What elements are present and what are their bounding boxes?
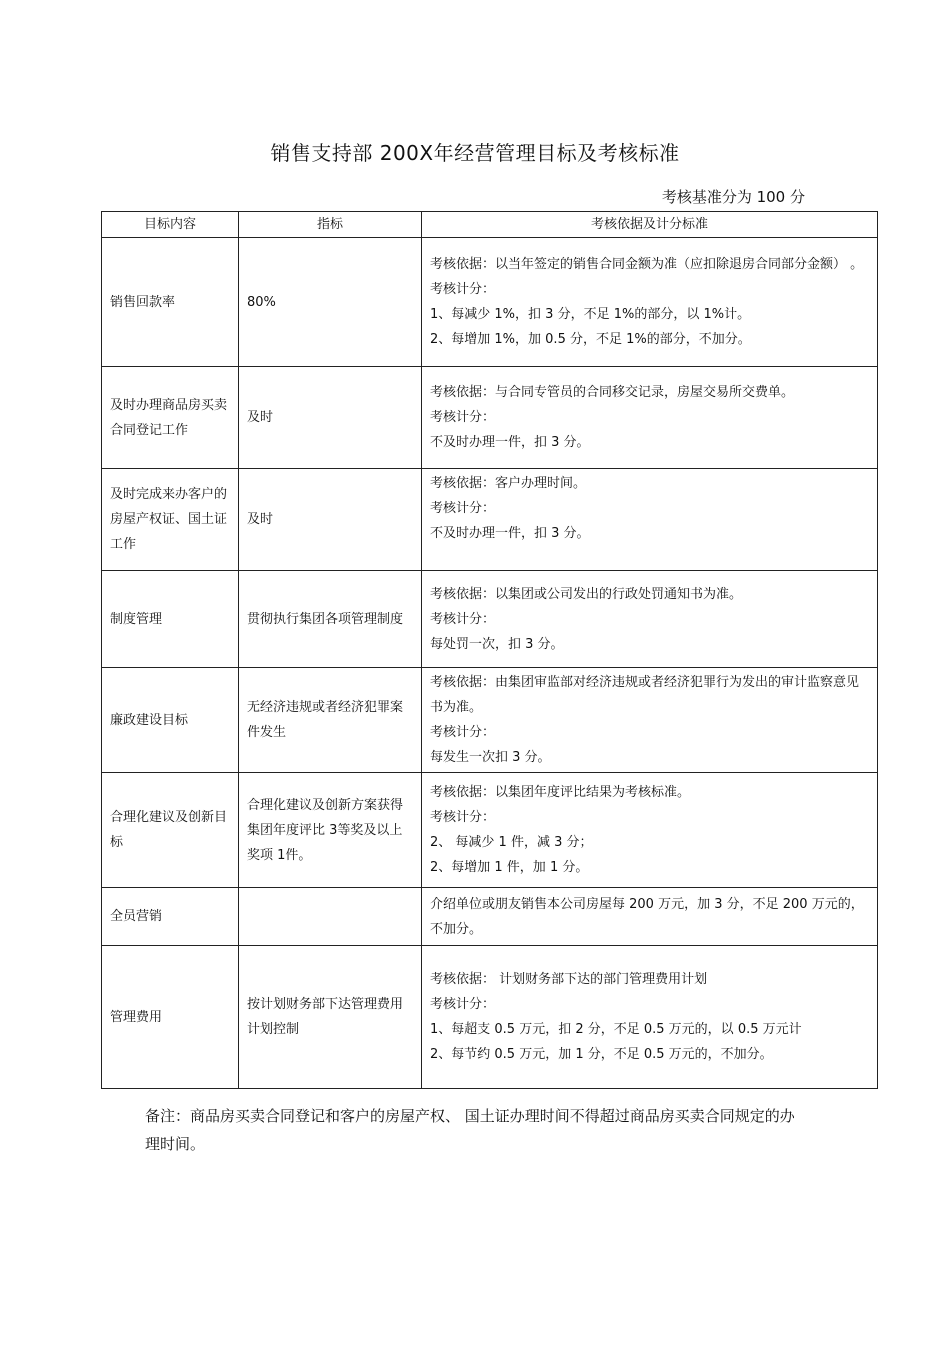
criteria-line: 2、每节约 0.5 万元，加 1 分，不足 0.5 万元的，不加分。 [430,1047,773,1062]
header-criteria: 考核依据及计分标准 [422,212,878,238]
criteria-line: 考核依据：以当年签定的销售合同金额为准（应扣除退房合同部分金额） 。 [430,257,864,272]
table-row [102,571,878,668]
criteria-line: 不及时办理一件，扣 3 分。 [430,435,590,450]
row-target: 及时完成来办客户的房屋产权证、国土证工作 [102,469,239,571]
criteria-line: 2、每增加 1 件，加 1 分。 [430,860,589,875]
row-target: 合理化建议及创新目标 [102,773,239,888]
row-indicator: 贯彻执行集团各项管理制度 [239,571,422,668]
criteria-line: 考核依据：以集团年度评比结果为考核标准。 [430,785,691,800]
criteria-line: 考核计分： [430,282,496,297]
criteria-line: 考核计分： [430,611,496,627]
criteria-line: 考核依据：由集团审监部对经济违规或者经济犯罪行为发出的审计监察意见书为准。 [430,675,860,715]
criteria-line: 1、每减少 1%，扣 3 分，不足 1%的部分，以 1%计。 [430,307,751,322]
criteria-line: 考核计分： [430,501,496,516]
criteria-line: 1、每超支 0.5 万元，扣 2 分，不足 0.5 万元的，以 0.5 万元计 [430,1022,802,1037]
table-row [102,668,878,773]
row-criteria [422,668,878,773]
header-indicator: 指标 [239,212,422,238]
row-criteria [422,946,878,1089]
row-indicator: 无经济违规或者经济犯罪案件发生 [239,668,422,773]
table-row [102,888,878,946]
base-score: 考核基准分为 100 分 [661,188,805,206]
page-title: 销售支持部 200X年经营管理目标及考核标准 [270,141,680,165]
row-criteria [422,571,878,668]
criteria-line: 考核计分： [430,997,496,1012]
criteria-line: 2、每增加 1%，加 0.5 分，不足 1%的部分，不加分。 [430,332,751,347]
row-criteria [422,773,878,888]
criteria-line: 考核计分： [430,725,496,740]
table-header-row [102,212,878,238]
criteria-line: 考核依据： 计划财务部下达的部门管理费用计划 [430,972,708,987]
table-row [102,367,878,469]
row-criteria [422,888,878,946]
criteria-line: 考核计分： [430,410,496,425]
row-target: 管理费用 [102,946,239,1089]
criteria-line: 不及时办理一件，扣 3 分。 [430,526,590,541]
criteria-line: 考核计分： [430,810,496,825]
table-row [102,469,878,571]
row-indicator [239,888,422,946]
row-indicator: 合理化建议及创新方案获得集团年度评比 3等奖及以上奖项 1件。 [239,773,422,888]
criteria-line: 2、 每减少 1 件，减 3 分； [430,835,593,850]
table-row [102,238,878,367]
table-row [102,773,878,888]
row-target: 全员营销 [102,888,239,946]
criteria-line: 每发生一次扣 3 分。 [430,750,551,765]
remarks-note: 备注：商品房买卖合同登记和客户的房屋产权、 国土证办理时间不得超过商品房买卖合同规定的办理时间。 [145,1107,795,1153]
criteria-line: 考核依据：与合同专管员的合同移交记录，房屋交易所交费单。 [430,385,795,400]
row-indicator: 及时 [239,469,422,571]
row-target: 销售回款率 [102,238,239,367]
row-indicator: 按计划财务部下达管理费用计划控制 [239,946,422,1089]
row-target: 廉政建设目标 [102,668,239,773]
criteria-line: 考核依据：以集团或公司发出的行政处罚通知书为准。 [430,586,743,602]
row-criteria [422,469,878,571]
row-indicator: 80% [239,238,422,367]
assessment-table [101,211,878,1089]
row-target: 及时办理商品房买卖合同登记工作 [102,367,239,469]
row-target: 制度管理 [102,571,239,668]
criteria-line: 每处罚一次，扣 3 分。 [430,636,564,652]
header-target: 目标内容 [102,212,239,238]
row-criteria [422,238,878,367]
criteria-line: 介绍单位或朋友销售本公司房屋每 200 万元，加 3 分，不足 200 万元的，不加分。 [430,896,864,937]
row-indicator: 及时 [239,367,422,469]
row-criteria [422,367,878,469]
criteria-line: 考核依据：客户办理时间。 [430,476,587,491]
table-row [102,946,878,1089]
